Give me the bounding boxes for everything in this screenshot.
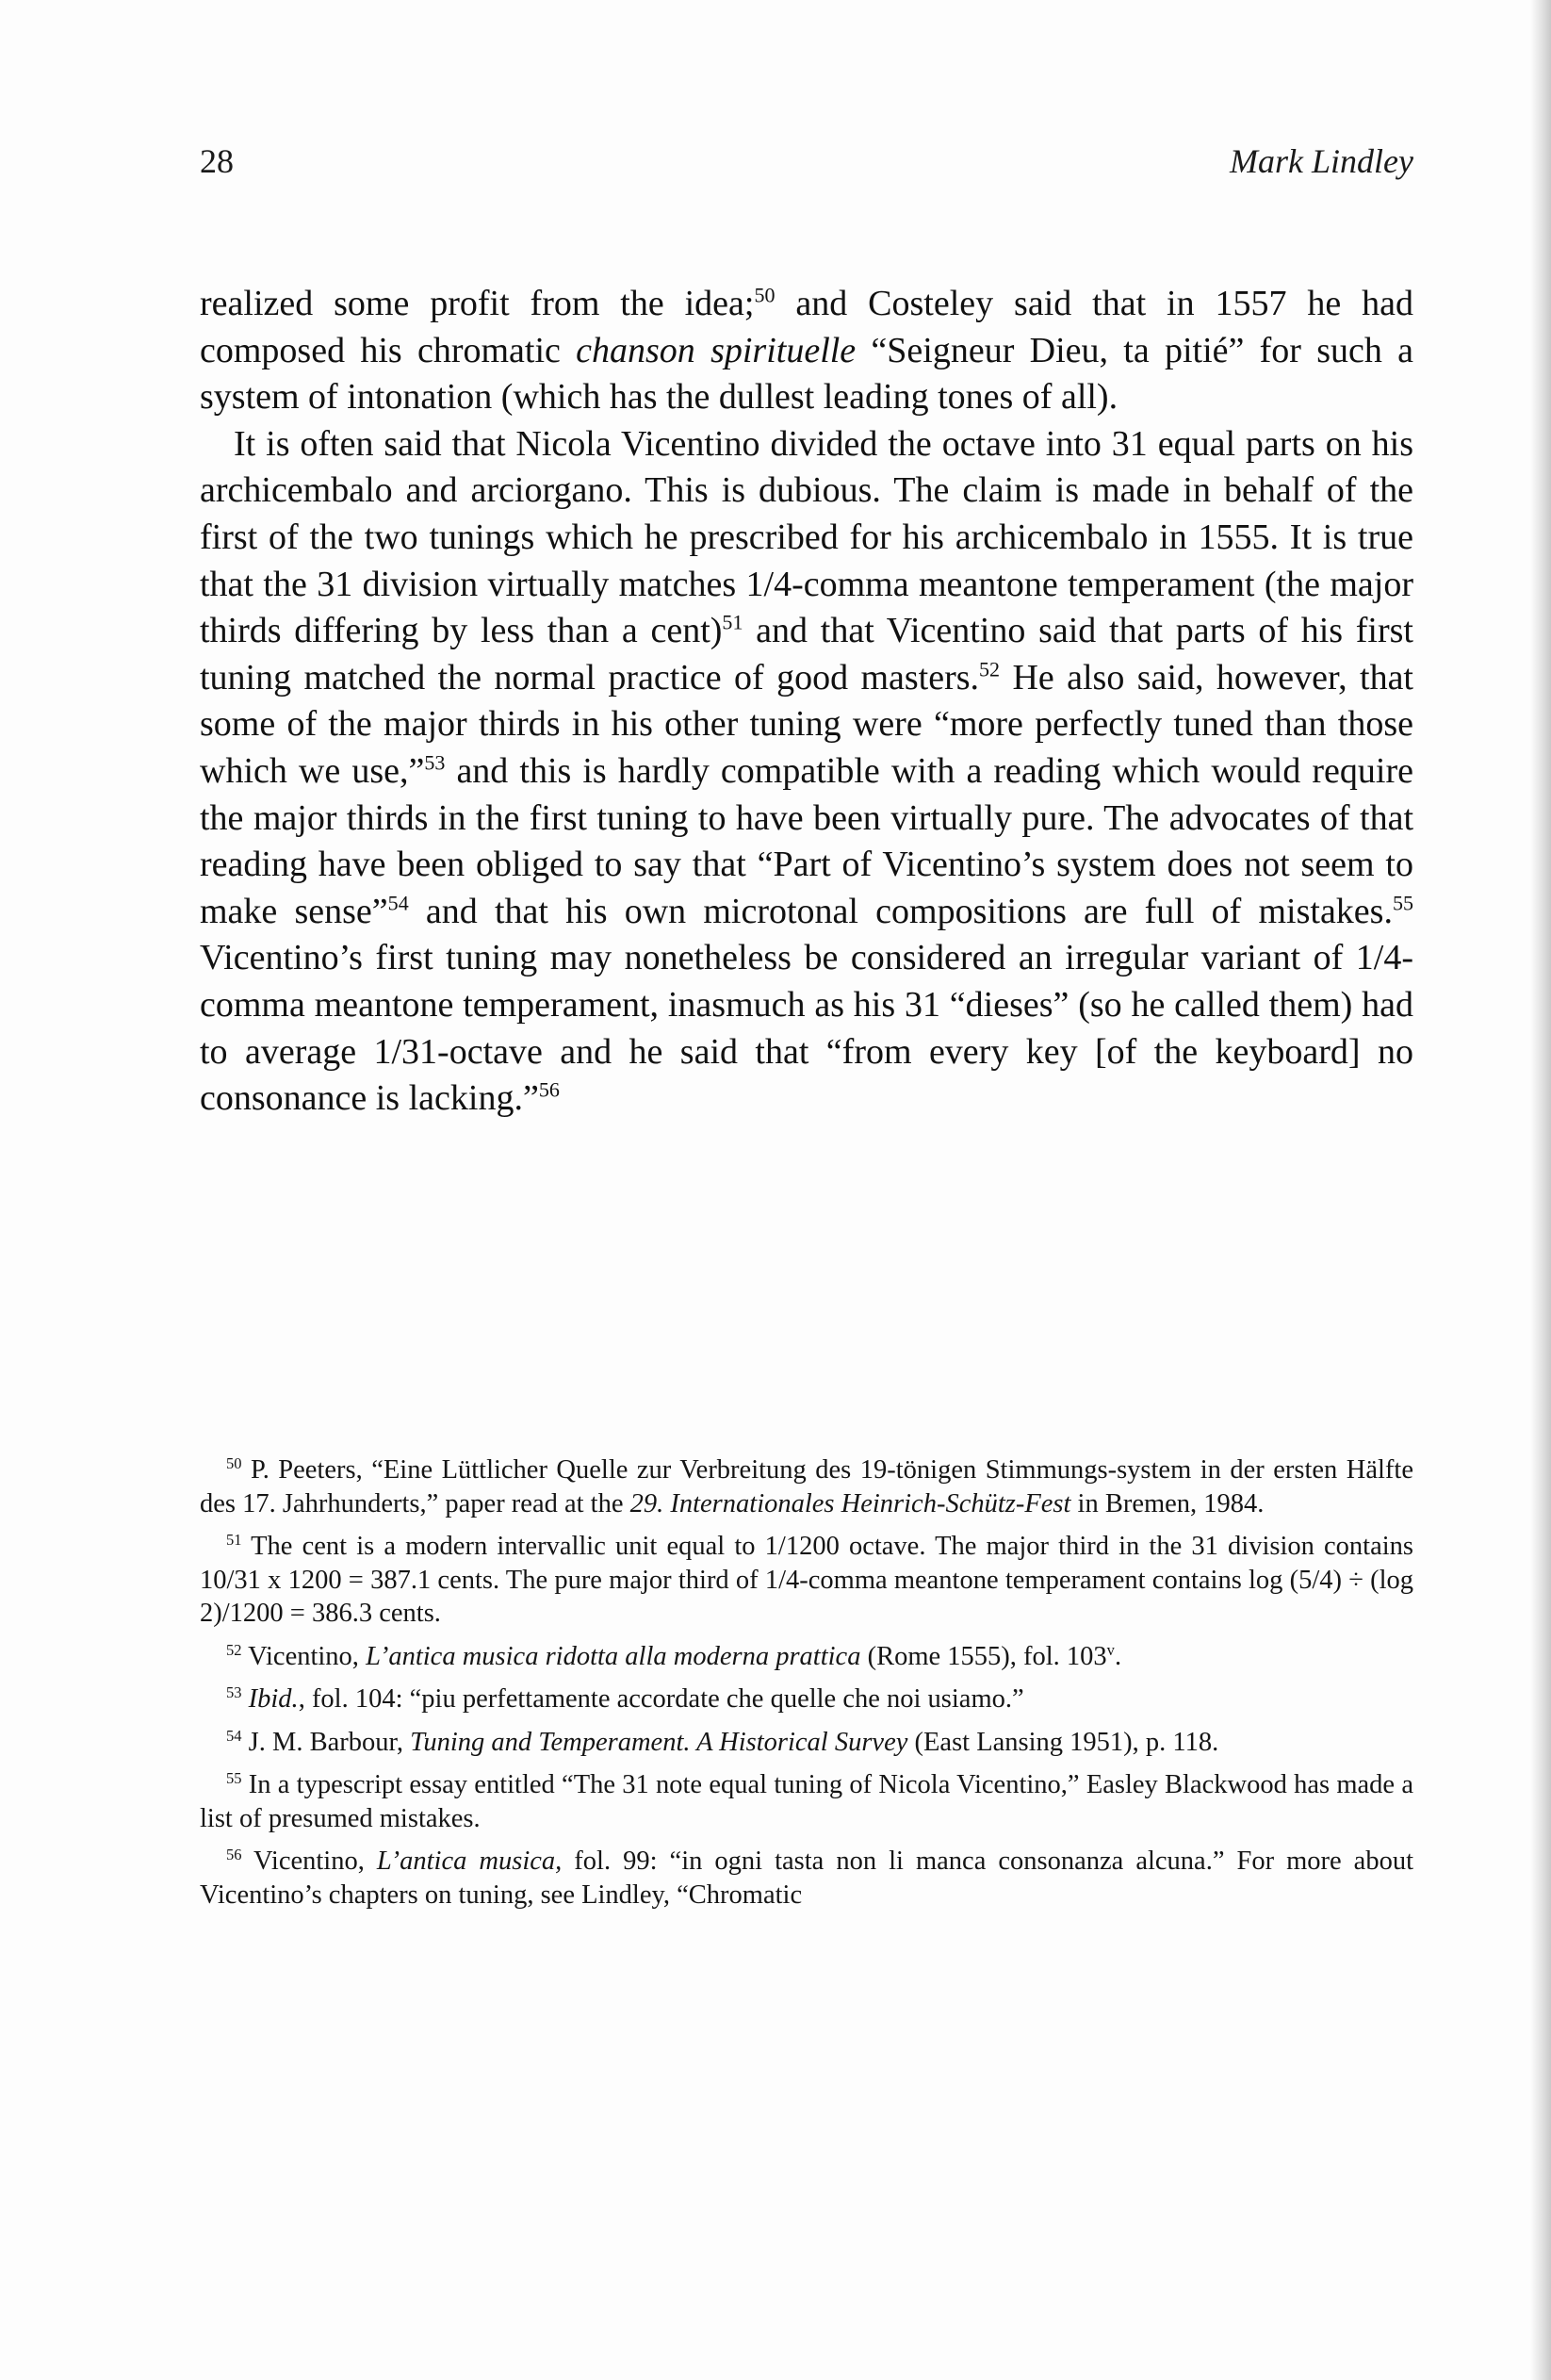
footnote-text: Vicentino, xyxy=(241,1847,377,1876)
footnote-ref-56: 56 xyxy=(538,1077,560,1102)
footnote-50 xyxy=(200,1453,1413,1520)
footnote-ref-54: 54 xyxy=(387,891,409,915)
italic-title: 29. Internationales Heinrich-Schütz-Fest xyxy=(629,1488,1071,1518)
footnote-text: . xyxy=(1114,1641,1122,1671)
footnote-number: 53 xyxy=(226,1682,242,1701)
footnote-number: 51 xyxy=(226,1530,242,1549)
page-edge-shadow xyxy=(1530,0,1551,2380)
footnote-text xyxy=(242,1684,249,1714)
text-run: He also said, however, that some of the major thirds in his other tuning were “more perfectly tuned than those which we use,” xyxy=(200,657,1413,791)
footnote-ref-50: 50 xyxy=(754,283,776,307)
text-run: realized some profit from the idea; xyxy=(200,284,755,323)
text-run: “Seigneur Dieu, ta pitié” for such a system of intonation (which has the dullest leading tones of all). xyxy=(200,330,1413,418)
footnote-ref-52: 52 xyxy=(979,657,1001,681)
footnote-text: in Bremen, 1984. xyxy=(1070,1488,1265,1518)
text-run: It is often said that Nicola Vicentino divided the octave into 31 equal parts on his archicembalo and arciorgano. This is dubious. The claim is made in behalf of the first of the two tunings which he prescribed for his archicembalo in 1555. It is true that the 31 division virtually matches 1/4-comma meantone temperament (the major thirds differing by less than a cent) xyxy=(200,423,1413,651)
footnote-number: 50 xyxy=(226,1453,242,1472)
italic-title: Tuning and Temperament. A Historical Survey xyxy=(410,1727,908,1757)
footnote-text: The cent is a modern intervallic unit equal to 1/1200 octave. The major third in the 31 division contains 10/31 x 1200 = 387.1 cents. The pure major third of 1/4-comma meantone temperament contains log (5/4) ÷ (log 2)/1200 = 386.3 cents. xyxy=(200,1532,1413,1628)
footnote-52 xyxy=(200,1640,1413,1674)
footnote-number: 54 xyxy=(226,1726,242,1745)
text-run: and Costeley said that in 1557 he had composed his chromatic xyxy=(200,284,1413,370)
text-run: and that Vicentino said that parts of his first tuning matched the normal practice of good masters. xyxy=(200,611,1413,698)
main-text xyxy=(200,281,1413,1123)
footnote-text: , fol. 104: “piu perfettamente accordate che quelle che noi usiamo.” xyxy=(298,1684,1024,1714)
footnotes xyxy=(200,1453,1413,1912)
italic-title: L’antica musica ridotta alla moderna prattica xyxy=(366,1641,861,1671)
footnote-text: fol. 99: “in ogni tasta non li manca consonanza alcuna.” For more about Vicentino’s chapters on tuning, see Lindley, “Chromatic xyxy=(200,1847,1414,1910)
footnote-ref-55: 55 xyxy=(1392,891,1413,915)
footnote-text: (East Lansing 1951), p. 118. xyxy=(907,1727,1219,1757)
footnote-54 xyxy=(200,1726,1413,1760)
text-run: Vicentino’s first tuning may nonetheless be considered an irregular variant of 1/4-comma meantone temperament, inasmuch as his 31 “dieses” (so he called them) had to average 1/31-octave and he said that “from every key [of the keyboard] no consonance is lacking.” xyxy=(200,938,1413,1119)
footnote-number: 55 xyxy=(226,1768,242,1787)
footnote-ref-51: 51 xyxy=(722,610,743,634)
footnote-51 xyxy=(200,1530,1413,1631)
text-run: and that his own microtonal compositions are full of mistakes. xyxy=(408,891,1393,931)
footnote-number: 52 xyxy=(226,1640,242,1659)
page-header xyxy=(200,141,1413,198)
running-head: Mark Lindley xyxy=(1230,142,1413,180)
footnote-text: J. M. Barbour, xyxy=(241,1727,411,1757)
footnote-ref-53: 53 xyxy=(424,750,446,775)
footnote-53 xyxy=(200,1682,1413,1716)
footnote-number: 56 xyxy=(226,1845,242,1863)
verso-mark: v xyxy=(1106,1640,1115,1659)
italic-term: chanson spirituelle xyxy=(576,330,857,370)
footnote-text: P. Peeters, “Eine Lüttlicher Quelle zur Verbreitung des 19-tönigen Stimmungs-system in der ersten Hälfte des 17. Jahrhunderts,” paper read at the xyxy=(200,1455,1413,1518)
footnote-text: (Rome 1555), fol. 103 xyxy=(860,1641,1107,1671)
footnote-text: In a typescript essay entitled “The 31 note equal tuning of Nicola Vicentino,” Easley Blackwood has made a list of presumed mistakes. xyxy=(200,1770,1413,1833)
paragraph-1 xyxy=(200,281,1413,421)
footnote-56 xyxy=(200,1845,1413,1912)
page-number: 28 xyxy=(200,142,234,180)
paragraph-2 xyxy=(200,421,1413,1123)
footnote-55 xyxy=(200,1768,1413,1835)
italic-title: Ibid. xyxy=(248,1684,299,1714)
footnote-text: Vicentino, xyxy=(241,1641,367,1671)
italic-title: L’antica musica, xyxy=(376,1847,563,1876)
text-run: and this is hardly compatible with a reading which would require the major thirds in the first tuning to have been virtually pure. The advocates of that reading have been obliged to say that “Part of Vicentino’s system does not seem to make sense” xyxy=(200,750,1413,931)
